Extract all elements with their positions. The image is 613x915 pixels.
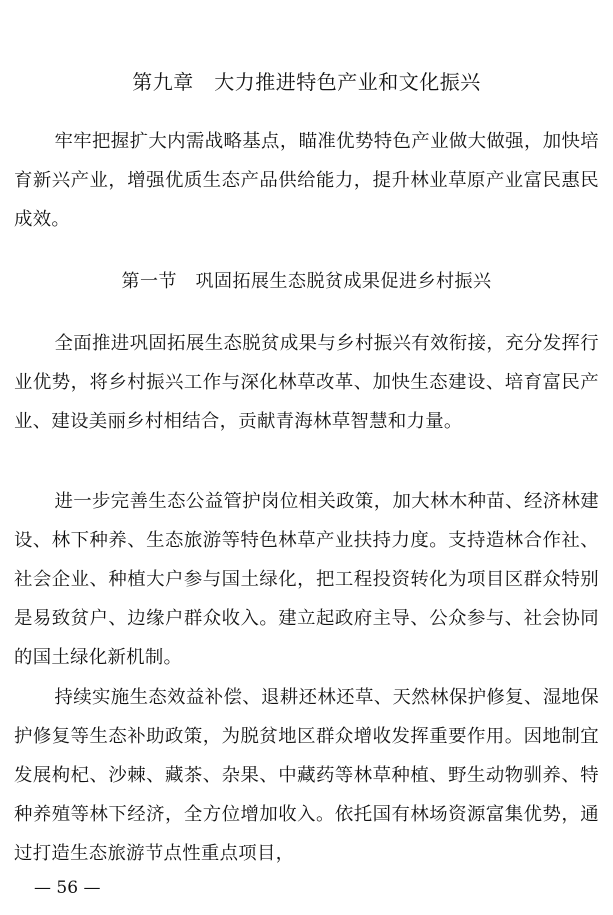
- body-paragraph: 全面推进巩固拓展生态脱贫成果与乡村振兴有效衔接，充分发挥行业优势，将乡村振兴工作与深化林草改革、加快生态建设、培育富民产业、建设美丽乡村相结合，贡献青海林草智慧和力量。: [14, 333, 599, 432]
- chapter-title: 第九章 大力推进特色产业和文化振兴: [132, 70, 481, 94]
- body-paragraph: 持续实施生态效益补偿、退耕还林还草、天然林保护修复、湿地保护修复等生态补助政策，为脱贫地区群众增收发挥重要作用。因地制宜发展枸杞、沙棘、藏茶、杂果、中藏药等林草种植、野生动物驯养、特种养殖等林下经济，全方位增加收入。依托国有林场资源富集优势，通过打造生态旅游节点性重点项目，: [14, 687, 599, 864]
- page-number: — 56 —: [34, 878, 101, 898]
- body-paragraph: 进一步完善生态公益管护岗位相关政策，加大林木种苗、经济林建设、林下种养、生态旅游等特色林草产业扶持力度。支持造林合作社、社会企业、种植大户参与国土绿化，把工程投资转化为项目区群众特别是易致贫户、边缘户群众收入。建立起政府主导、公众参与、社会协同的国土绿化新机制。: [14, 491, 599, 668]
- section-title: 第一节 巩固拓展生态脱贫成果促进乡村振兴: [121, 271, 492, 292]
- intro-paragraph: 牢牢把握扩大内需战略基点，瞄准优势特色产业做大做强，加快培育新兴产业，增强优质生态产品供给能力，提升林业草原产业富民惠民成效。: [14, 131, 599, 230]
